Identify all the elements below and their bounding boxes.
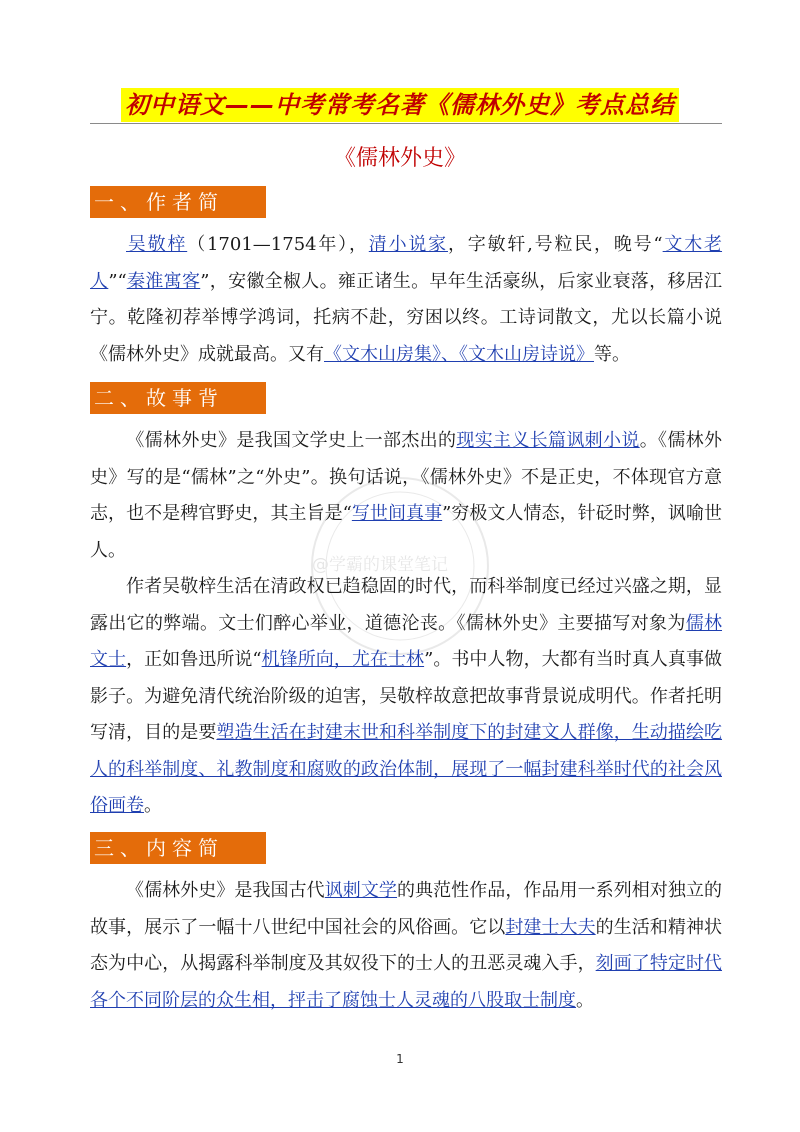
section-heading-background: 二、故事背景： bbox=[90, 382, 266, 414]
text-segment: ，正如鲁迅所说“ bbox=[126, 649, 262, 670]
link-term[interactable]: 清小说家 bbox=[368, 234, 448, 255]
text-segment: （1701—1754年）， bbox=[187, 234, 369, 255]
text-segment: 。 bbox=[576, 989, 594, 1011]
link-term[interactable]: 吴敬梓 bbox=[126, 234, 188, 255]
text-segment: ，字敏轩,号粒民，晚号“ bbox=[447, 234, 663, 255]
paragraph-author bbox=[90, 227, 722, 373]
link-term[interactable]: 《文木山房集》、《文木山房诗说》 bbox=[324, 343, 594, 365]
link-term[interactable]: 儒林文士 bbox=[90, 612, 723, 670]
link-term[interactable]: 讽刺文学 bbox=[324, 880, 397, 901]
link-term[interactable]: 机锋所向，尤在士林 bbox=[261, 649, 425, 670]
watermark-text: @学霸的课堂笔记 bbox=[312, 555, 448, 575]
page-number: 1 bbox=[396, 1052, 404, 1066]
paragraph-background-2 bbox=[90, 569, 722, 825]
text-segment: 。《儒林外史》写的是“儒林”之“外史”。换句话说，《儒林外史》不是正史，不体现官方意志，也不是稗官野史，其主旨是“ bbox=[90, 430, 723, 524]
link-term[interactable]: 现实主义长篇讽刺小说 bbox=[456, 430, 640, 451]
document-header bbox=[0, 88, 800, 122]
text-segment: ”，安徽全椒人。雍正诸生。早年生活豪纵，后家业衰落，移居江宁。乾隆初荐举博学鸿词，托病不赴，穷困以终。工诗词散文，尤以长篇小说《儒林外史》成就最高。又有 bbox=[90, 270, 723, 365]
text-segment: 《儒林外史》是我国古代 bbox=[126, 880, 325, 901]
link-term[interactable]: 文木老人 bbox=[90, 234, 723, 292]
text-segment: 等。 bbox=[594, 343, 630, 365]
header-divider bbox=[90, 123, 722, 124]
section-heading-summary: 三、内容简介： bbox=[90, 832, 266, 864]
link-term[interactable]: 秦淮寓客 bbox=[126, 270, 201, 292]
text-segment: 。 bbox=[144, 795, 162, 816]
text-segment: ”穷极文人情态，针砭时弊，讽喻世人。 bbox=[90, 503, 723, 561]
link-term[interactable]: 塑造生活在封建末世和科举制度下的封建文人群像，生动描绘吃人的科举制度、礼教制度和腐败的政治体制，展现了一幅封建科举时代的社会风俗画卷 bbox=[90, 722, 723, 816]
text-segment: 的生活和精神状态为中心，从揭露科举制度及其奴役下的士人的丑恶灵魂入手， bbox=[90, 916, 723, 974]
text-segment: ”“ bbox=[108, 270, 127, 292]
section-heading-author: 一、作者简介： bbox=[90, 186, 266, 218]
link-term[interactable]: 写世间真事 bbox=[351, 503, 443, 524]
document-title: 初中语文——中考常考名著《儒林外史》考点总结 bbox=[121, 88, 679, 122]
text-segment: 作者吴敬梓生活在清政权已趋稳固的时代，而科举制度已经过兴盛之期，显露出它的弊端。文士们醉心举业，道德沦丧。《儒林外史》主要描写对象为 bbox=[90, 576, 722, 634]
book-title: 《儒林外史》 bbox=[333, 146, 466, 171]
paragraph-background-1 bbox=[90, 423, 722, 569]
text-segment: 的典范性作品，作品用一系列相对独立的故事，展示了一幅十八世纪中国社会的风俗画。它以 bbox=[90, 880, 723, 938]
link-term[interactable]: 刻画了特定时代各个不同阶层的众生相，抨击了腐蚀士人灵魂的八股取士制度 bbox=[90, 953, 723, 1011]
link-term[interactable]: 封建士大夫 bbox=[505, 916, 596, 938]
paragraph-summary bbox=[90, 873, 722, 1019]
text-segment: 《儒林外史》是我国文学史上一部杰出的 bbox=[126, 430, 457, 451]
text-segment: ”。书中人物，大都有当时真人真事做影子。为避免清代统治阶级的迫害，吴敬梓故意把故事背景说成明代。作者托明写清，目的是要 bbox=[90, 649, 723, 743]
